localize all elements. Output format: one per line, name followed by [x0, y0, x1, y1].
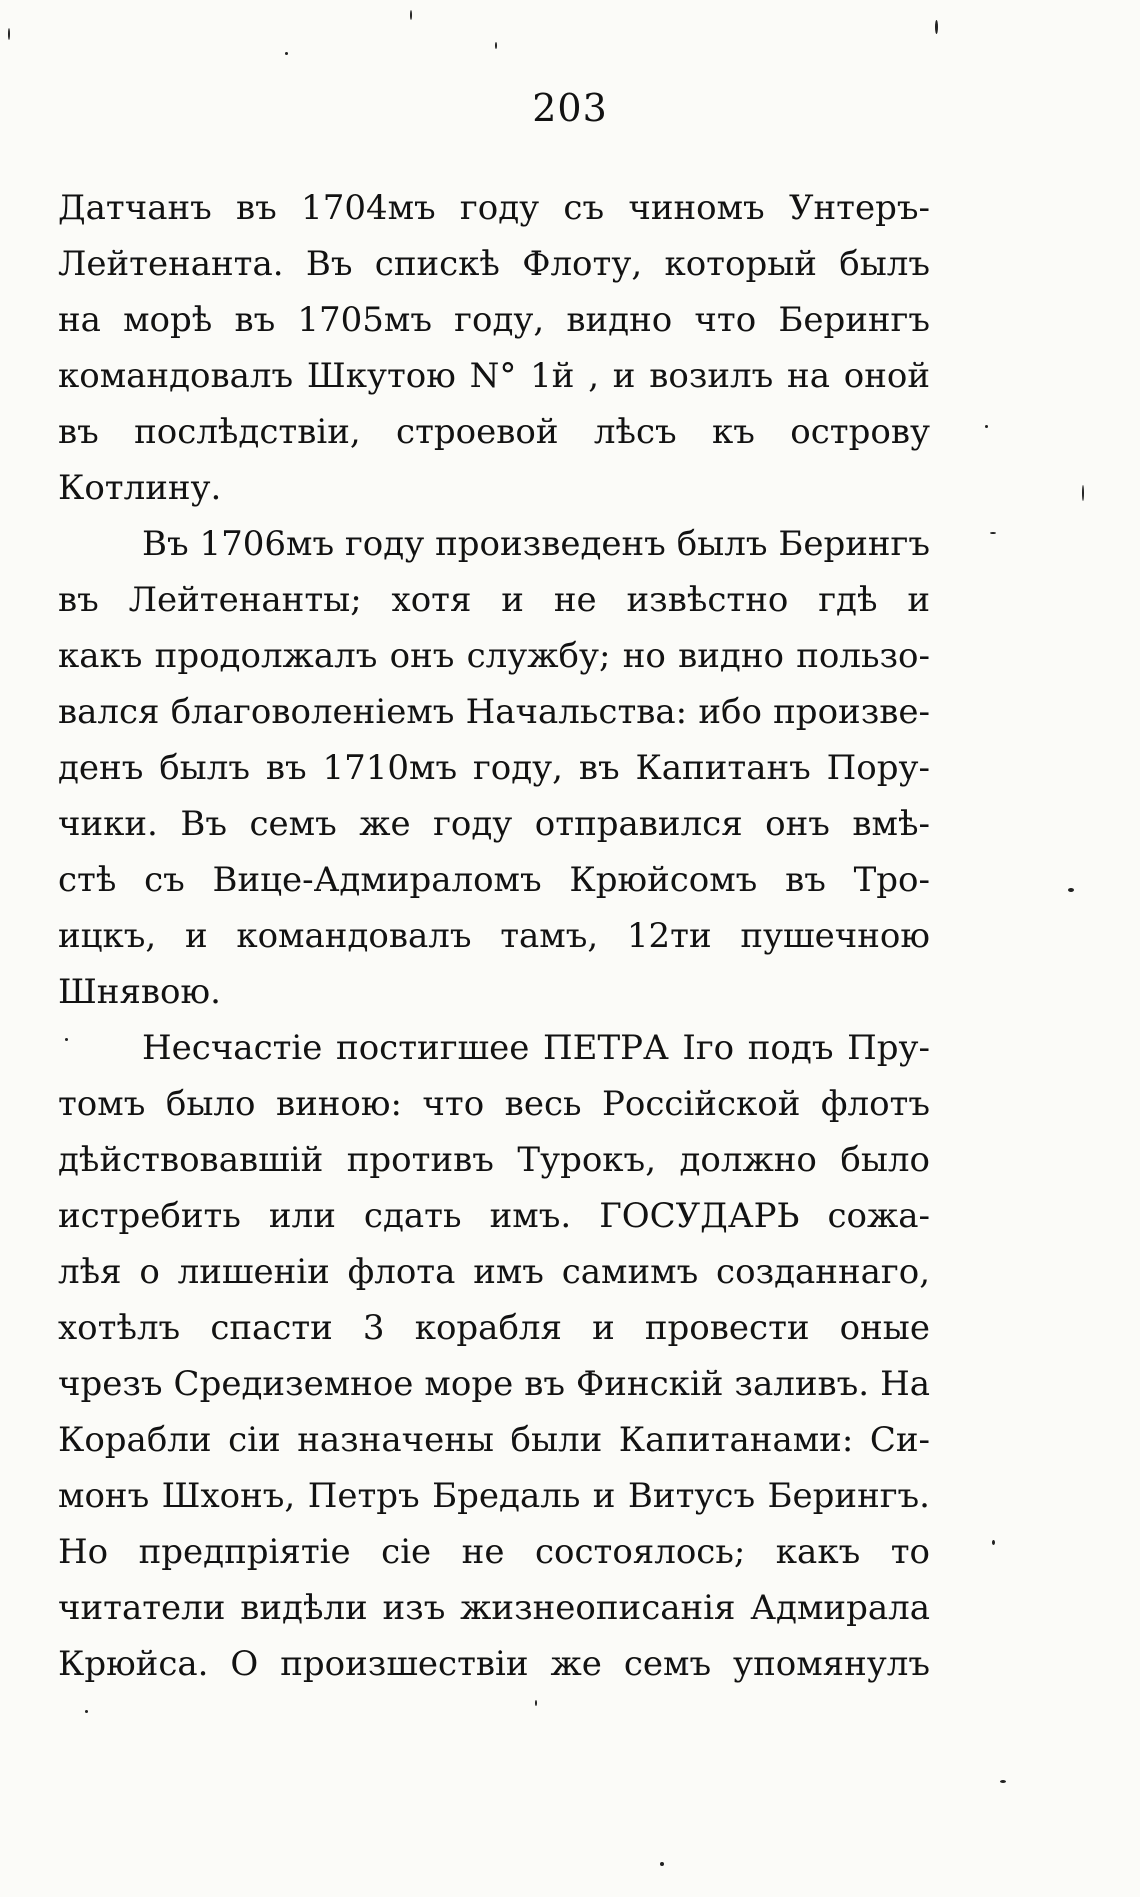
scan-speck	[935, 20, 938, 34]
scan-speck	[992, 1540, 995, 1545]
text-line: Но предпріятіе сіе не состоялось; какъ то	[58, 1532, 930, 1572]
text-line: командовалъ Шкутою N° 1й , и возилъ на оной	[58, 356, 930, 396]
text-line: Шнявою.	[58, 972, 221, 1012]
text-line: истребить или сдать имъ. ГОСУДАРЬ сожа-	[58, 1196, 930, 1236]
scan-speck	[410, 10, 412, 20]
text-line: денъ былъ въ 1710мъ году, въ Капитанъ Пору-	[58, 748, 930, 788]
scan-speck	[65, 1038, 68, 1041]
scan-speck	[985, 425, 988, 428]
scan-speck	[660, 1862, 664, 1866]
text-line: дѣйствовавшій противъ Турокъ, должно было	[58, 1140, 930, 1180]
text-line: вался благоволеніемъ Начальства: ибо произве-	[58, 692, 930, 732]
text-line: какъ продолжалъ онъ службу; но видно пользо-	[58, 636, 930, 676]
text-line: Котлину.	[58, 468, 222, 508]
text-line: Крюйса. О произшествіи же семъ упомянулъ	[58, 1644, 930, 1684]
text-line: ицкъ, и командовалъ тамъ, 12ти пушечною	[58, 916, 930, 956]
text-line: Корабли сіи назначены были Капитанами: Си-	[58, 1420, 930, 1460]
scan-speck	[85, 1710, 88, 1713]
text-line: Въ 1706мъ году произведенъ былъ Берингъ	[142, 524, 930, 564]
text-line: въ послѣдствіи, строевой лѣсъ къ острову	[58, 412, 930, 452]
scan-speck	[1068, 888, 1074, 892]
text-line: томъ было виною: что весь Россійской флотъ	[58, 1084, 930, 1124]
paragraph	[58, 516, 930, 1020]
text-line: хотѣлъ спасти 3 корабля и провести оные	[58, 1308, 930, 1348]
page-number: 203	[532, 86, 608, 130]
text-line: Лейтенанта. Въ спискѣ Флоту, который былъ	[58, 244, 930, 284]
scan-speck	[8, 28, 10, 40]
text-line: въ Лейтенанты; хотя и не извѣстно гдѣ и	[58, 580, 930, 620]
text-line: на морѣ въ 1705мъ году, видно что Берингъ	[58, 300, 930, 340]
text-line: чики. Въ семъ же году отправился онъ вмѣ-	[58, 804, 930, 844]
scan-speck	[285, 52, 288, 55]
text-line: стѣ съ Вице-Адмираломъ Крюйсомъ въ Тро-	[58, 860, 930, 900]
text-line: монъ Шхонъ, Петръ Бредаль и Витусъ Берингъ.	[58, 1476, 930, 1516]
scan-speck	[495, 42, 497, 49]
text-line: читатели видѣли изъ жизнеописанія Адмирала	[58, 1588, 930, 1628]
paragraph	[58, 1020, 930, 1692]
scan-speck	[1082, 485, 1084, 501]
text-line: Датчанъ въ 1704мъ году съ чиномъ Унтеръ-	[58, 188, 930, 228]
text-line: лѣя о лишеніи флота имъ самимъ созданнаго,	[58, 1252, 930, 1292]
body-text	[58, 180, 930, 1692]
scan-speck	[535, 1700, 537, 1706]
scan-speck	[990, 532, 996, 534]
scan-speck	[1000, 1780, 1006, 1783]
text-line: Несчастіе постигшее ПЕТРА Iго подъ Пру-	[142, 1028, 930, 1068]
text-line: чрезъ Средиземное море въ Финскій заливъ. На	[58, 1364, 930, 1404]
paragraph	[58, 180, 930, 516]
